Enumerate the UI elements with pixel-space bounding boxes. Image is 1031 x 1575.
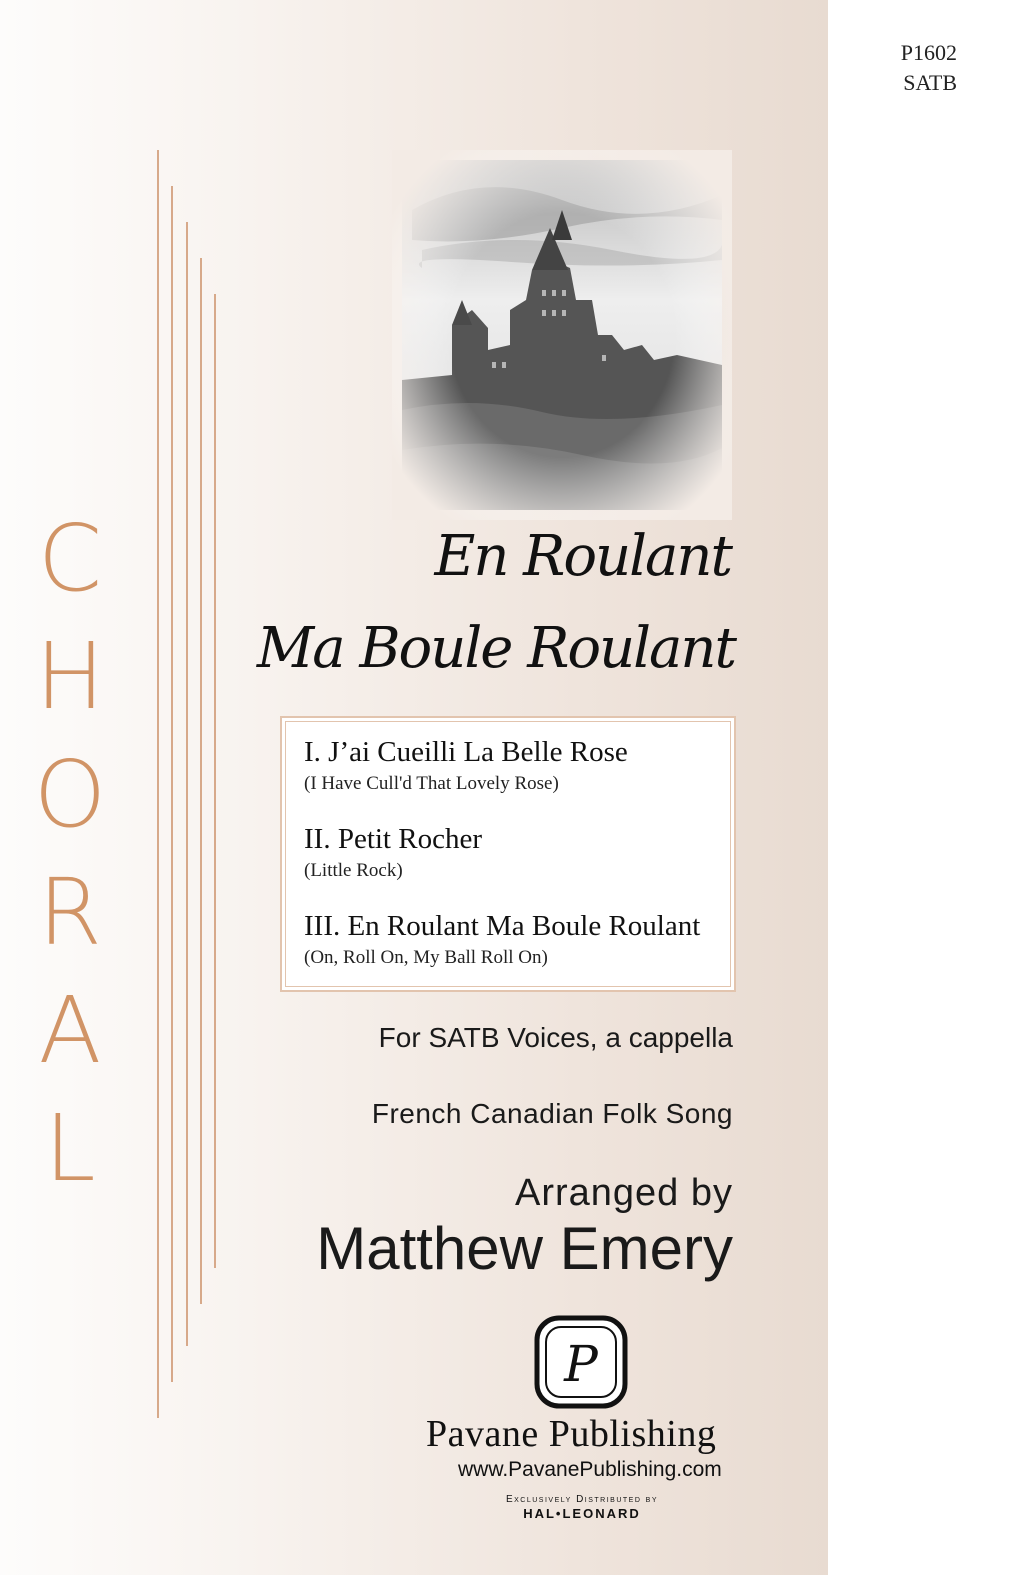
movement-title: II. Petit Rocher — [304, 823, 482, 855]
publisher-name: Pavane Publishing — [426, 1413, 717, 1455]
movement-item — [304, 910, 700, 969]
distributor-name: HAL•LEONARD — [523, 1506, 641, 1521]
distribution-note: Exclusively Distributed by — [505, 1494, 659, 1505]
decorative-rule — [171, 186, 173, 1382]
title-line-1: En Roulant — [434, 524, 731, 589]
title-line-2: Ma Boule Roulant — [256, 616, 735, 681]
movement-translation: (Little Rock) — [304, 860, 403, 881]
decorative-rule — [157, 150, 159, 1418]
source-text: French Canadian Folk Song — [371, 1098, 733, 1129]
scoring-text: For SATB Voices, a cappella — [378, 1022, 733, 1053]
catalog-number: P1602 — [900, 40, 957, 65]
side-letter: C — [37, 505, 103, 612]
arranger-prefix: Arranged by — [514, 1172, 733, 1214]
movement-title: I. J’ai Cueilli La Belle Rose — [304, 736, 628, 768]
side-letter: R — [38, 859, 102, 966]
movement-translation: (I Have Cull'd That Lovely Rose) — [304, 773, 559, 794]
movement-translation: (On, Roll On, My Ball Roll On) — [304, 947, 548, 968]
side-letter: L — [44, 1095, 96, 1202]
chateau-illustration — [392, 150, 732, 520]
side-letter: O — [33, 741, 107, 848]
decorative-rule — [186, 222, 188, 1346]
movement-title: III. En Roulant Ma Boule Roulant — [304, 910, 701, 942]
side-letter: A — [38, 977, 102, 1084]
arranger-name: Matthew Emery — [316, 1215, 733, 1282]
publisher-url: www.PavanePublishing.com — [458, 1458, 722, 1481]
movement-item — [304, 823, 482, 882]
logo-letter: P — [564, 1335, 598, 1393]
publisher-logo — [534, 1315, 628, 1409]
movement-item — [304, 736, 628, 795]
movements-box — [280, 716, 736, 992]
choral-side-label — [30, 500, 110, 1208]
voicing-label: SATB — [903, 70, 957, 95]
decorative-rule — [214, 294, 216, 1268]
side-letter: H — [35, 623, 105, 730]
decorative-rule — [200, 258, 202, 1304]
catalog-code — [901, 38, 957, 98]
